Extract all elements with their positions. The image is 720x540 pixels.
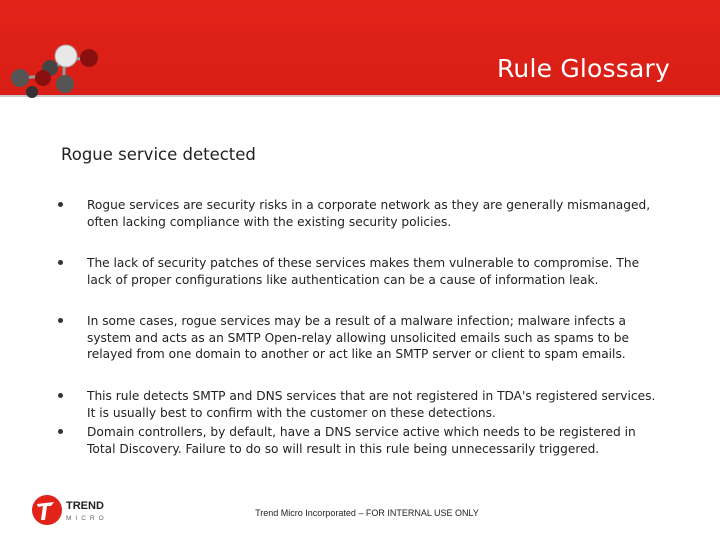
molecule-graphic bbox=[0, 0, 130, 100]
slide-title: Rule Glossary bbox=[496, 54, 670, 83]
bullet-icon bbox=[58, 393, 63, 398]
logo-line1: TREND bbox=[66, 500, 104, 512]
bullet-icon bbox=[58, 318, 63, 323]
bullet-icon bbox=[58, 260, 63, 265]
bullet-text: In some cases, rogue services may be a result of a malware infection; malware infects a system and acts as an SMTP Open-relay allowing unsolicited emails such as spams to be relayed from one domain to another or act like an SMTP server or client to spam emails. bbox=[87, 314, 629, 361]
logo-line2: MICRO bbox=[66, 515, 108, 522]
bullet-icon bbox=[58, 202, 63, 207]
bullet-text: This rule detects SMTP and DNS services that are not registered in TDA's registered services. It is usually best to confirm with the customer on these detections. bbox=[87, 389, 656, 420]
section-heading: Rogue service detected bbox=[61, 145, 256, 164]
bullet-text: Rogue services are security risks in a corporate network as they are generally mismanaged, often lacking compliance with the existing security policies. bbox=[87, 198, 651, 229]
footer-text: Trend Micro Incorporated – FOR INTERNAL USE ONLY bbox=[255, 508, 479, 518]
bullet-icon bbox=[58, 429, 63, 434]
bullet-text: The lack of security patches of these services makes them vulnerable to compromise. The lack of proper configurations like authentication can be a cause of information leak. bbox=[87, 256, 640, 287]
bullet-text: Domain controllers, by default, have a DNS service active which needs to be registered in Total Discovery. Failure to do so will result in this rule being unnecessarily triggered. bbox=[87, 425, 636, 456]
